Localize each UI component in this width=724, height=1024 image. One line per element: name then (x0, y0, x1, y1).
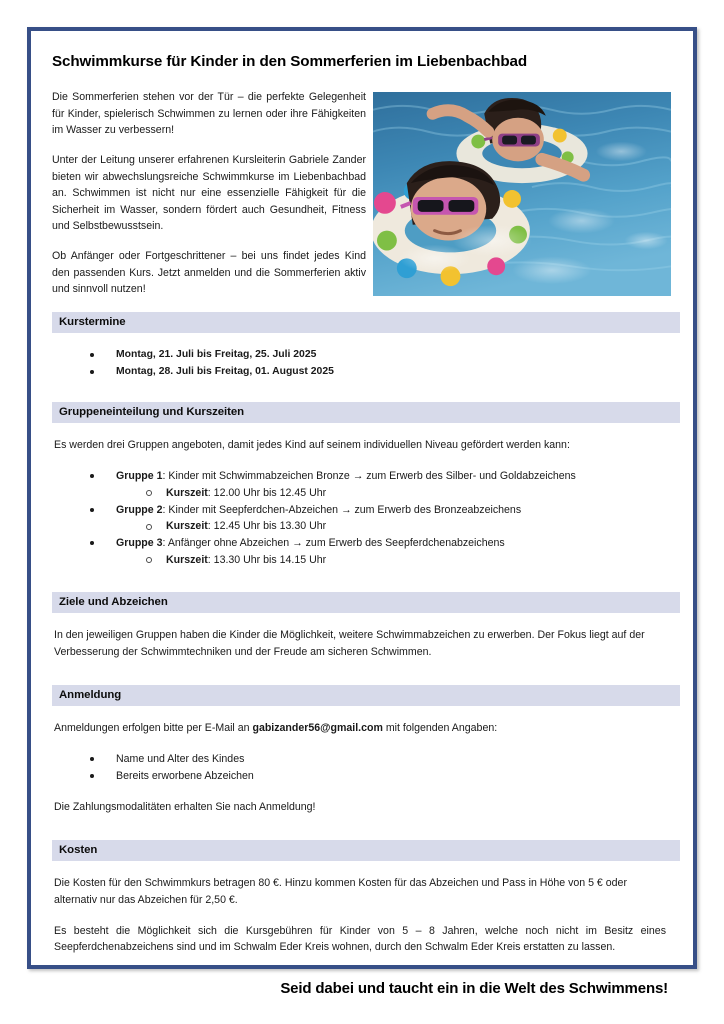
list-item-kurszeit (144, 485, 670, 502)
list-item-gruppe-1 (90, 468, 670, 501)
list-item: Bereits erworbene Abzeichen (90, 768, 670, 785)
document-frame (27, 27, 697, 998)
section-body-ziele (52, 627, 672, 661)
anmeldung-prefix: Anmeldungen erfolgen bitte per E-Mail an (54, 722, 253, 735)
section-body-kosten (52, 875, 672, 957)
section-body-gruppen (52, 437, 672, 568)
gruppen-list (54, 468, 670, 568)
gruppe-3-description: : Anfänger ohne Abzeichen → zum Erwerb des Seepferdchenabzeichens (162, 536, 505, 549)
section-body-anmeldung (52, 720, 672, 815)
list-item-kurszeit (144, 552, 670, 569)
pool-photo-illustration (373, 92, 671, 296)
gruppe-1-description: : Kinder mit Schwimmabzeichen Bronze → zum Erwerb des Silber- und Goldabzeichens (162, 470, 576, 483)
closing-tagline: Seid dabei und taucht ein in die Welt des Schwimmens! (280, 980, 668, 998)
intro-text-column (52, 89, 372, 297)
kurstermine-list (54, 347, 670, 380)
anmeldung-email[interactable]: gabizander56@gmail.com (252, 722, 383, 735)
anmeldung-email-line (54, 720, 670, 737)
list-item: Name und Alter des Kindes (90, 751, 670, 768)
gruppe-2-name: Gruppe 2 (116, 503, 163, 516)
kosten-paragraph-2: Es besteht die Möglichkeit sich die Kursgebühren für Kinder von 5 – 8 Jahren, welche noch nicht im Besitz eines Seepferdchenabzeichens sind und im Schwalm Eder Kreis wohnen, durch den Schwalm Eder Kreis erstatten zu lassen. (54, 924, 666, 954)
anmeldung-suffix: mit folgenden Angaben: (382, 722, 498, 735)
anmeldung-note: Die Zahlungsmodalitäten erhalten Sie nach Anmeldung! (54, 800, 316, 813)
gruppe-1-name: Gruppe 1 (116, 470, 163, 483)
gruppen-intro: Es werden drei Gruppen angeboten, damit jedes Kind auf seinem individuellen Niveau gefördert werden kann: (54, 439, 570, 452)
list-item-gruppe-3 (90, 535, 670, 568)
gruppe-3-name: Gruppe 3 (116, 536, 163, 549)
section-heading-anmeldung: Anmeldung (52, 685, 680, 706)
page-title: Schwimmkurse für Kinder in den Sommerferien im Liebenbachbad (52, 53, 528, 70)
ziele-paragraph: In den jeweiligen Gruppen haben die Kinder die Möglichkeit, weitere Schwimmabzeichen zu erwerben. Der Fokus liegt auf der Verbesserung der Schwimmtechniken und der Freude am sicheren Schwimmen. (54, 629, 645, 659)
gruppe-3-time-list (116, 552, 670, 569)
gruppe-2-description: : Kinder mit Seepferdchen-Abzeichen → zum Erwerb des Bronzeabzeichens (162, 503, 522, 516)
intro-paragraph-1: Die Sommerferien stehen vor der Tür – die perfekte Gelegenheit für Kinder, spielerisch Schwimmen zu lernen oder ihre Fähigkeiten im Wasser zu verbessern! (52, 91, 366, 137)
section-heading-kurstermine: Kurstermine (52, 312, 680, 333)
gruppe-1-time-label: Kurszeit (166, 486, 208, 499)
list-item-gruppe-2 (90, 502, 670, 535)
gruppe-3-time-label: Kurszeit (166, 553, 208, 566)
gruppe-1-time-list (116, 485, 670, 502)
list-item-kurszeit (144, 518, 670, 535)
gruppe-2-time-list (116, 518, 670, 535)
section-heading-ziele: Ziele und Abzeichen (52, 592, 680, 613)
intro-paragraph-2: Unter der Leitung unserer erfahrenen Kursleiterin Gabriele Zander bieten wir abwechslungsreiche Schwimmkurse im Liebenbachbad an. Schwimmen ist nicht nur eine essenzielle Fähigkeit für die Sicherheit im Wasser, sondern fördert auch Gesundheit, Fitness und Selbstbewusstsein. (52, 154, 366, 233)
gruppe-2-time-label: Kurszeit (166, 520, 208, 533)
section-heading-gruppen: Gruppeneinteilung und Kurszeiten (52, 402, 680, 423)
gruppe-1-time-value: : 12.00 Uhr bis 12.45 Uhr (207, 486, 327, 499)
list-item: Montag, 28. Juli bis Freitag, 01. August 2025 (90, 364, 670, 380)
section-body-kurstermine (52, 347, 672, 380)
anmeldung-list (54, 751, 670, 784)
gruppe-3-time-value: : 13.30 Uhr bis 14.15 Uhr (207, 553, 327, 566)
pool-photo (372, 91, 672, 297)
list-item: Montag, 21. Juli bis Freitag, 25. Juli 2025 (90, 347, 670, 363)
section-heading-kosten: Kosten (52, 840, 680, 861)
intro-paragraph-3: Ob Anfänger oder Fortgeschrittener – bei uns findet jedes Kind den passenden Kurs. Jetzt anmelden und die Sommerferien aktiv und sinnvoll nutzen! (52, 250, 366, 296)
kosten-paragraph-1: Die Kosten für den Schwimmkurs betragen 80 €. Hinzu kommen Kosten für das Abzeichen und Pass in Höhe von 5 € oder alternativ nur das Abzeichen für 2,50 €. (54, 876, 627, 906)
intro-section (52, 89, 672, 304)
document-body (31, 31, 693, 998)
gruppe-2-time-value: : 12.45 Uhr bis 13.30 Uhr (207, 520, 327, 533)
